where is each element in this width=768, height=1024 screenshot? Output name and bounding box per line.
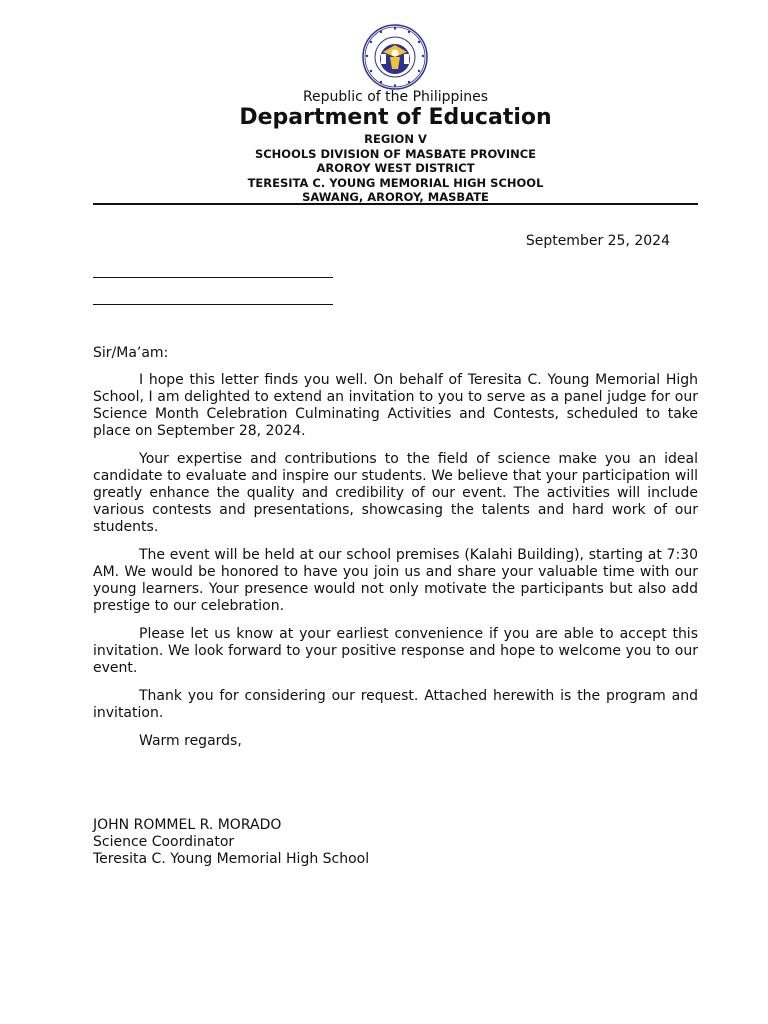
body-paragraph-1: I hope this letter finds you well. On behalf of Teresita C. Young Memorial High School, I am delighted to extend an invitation to you to serve as a panel judge for our Science Month Celebration Culminating Activities and Contests, scheduled to take place on September 28, 2024. bbox=[93, 372, 698, 439]
district-line: AROROY WEST DISTRICT bbox=[316, 161, 475, 175]
department-title: Department of Education bbox=[239, 105, 552, 130]
letterhead-details bbox=[93, 132, 698, 205]
salutation: Sir/Ma’am: bbox=[93, 345, 169, 361]
signature-block bbox=[93, 817, 369, 868]
deped-seal-icon bbox=[357, 24, 433, 90]
address-line: SAWANG, AROROY, MASBATE bbox=[302, 190, 489, 204]
body-paragraph-3: The event will be held at our school premises (Kalahi Building), starting at 7:30 AM. We would be honored to have you join us and share your valuable time with our young learners. Your presence would not only motivate the participants but also add prestige to our celebration. bbox=[93, 547, 698, 614]
division-line: SCHOOLS DIVISION OF MASBATE PROVINCE bbox=[254, 146, 537, 161]
closing-line: Warm regards, bbox=[139, 733, 242, 749]
signatory-name: JOHN ROMMEL R. MORADO bbox=[93, 817, 282, 833]
letter-date: September 25, 2024 bbox=[525, 233, 670, 249]
republic-line: Republic of the Philippines bbox=[302, 89, 489, 105]
school-line: TERESITA C. YOUNG MEMORIAL HIGH SCHOOL bbox=[247, 175, 544, 190]
header-divider bbox=[93, 203, 698, 205]
body-paragraph-2: Your expertise and contributions to the field of science make you an ideal candidate to evaluate and inspire our students. We believe that your participation will greatly enhance the quality and credibility of our event. The activities will include various contests and presentations, showcasing the talents and hard work of our students. bbox=[93, 451, 698, 535]
body-paragraph-4: Please let us know at your earliest convenience if you are able to accept this invitation. We look forward to your positive response and hope to welcome you to our event. bbox=[93, 626, 698, 676]
recipient-position-blank bbox=[93, 304, 333, 305]
region-line: REGION V bbox=[364, 132, 427, 146]
recipient-name-blank bbox=[93, 277, 333, 278]
body-paragraph-5: Thank you for considering our request. Attached herewith is the program and invitation. bbox=[93, 688, 698, 721]
signatory-school: Teresita C. Young Memorial High School bbox=[93, 851, 370, 867]
signatory-title: Science Coordinator bbox=[93, 834, 235, 850]
